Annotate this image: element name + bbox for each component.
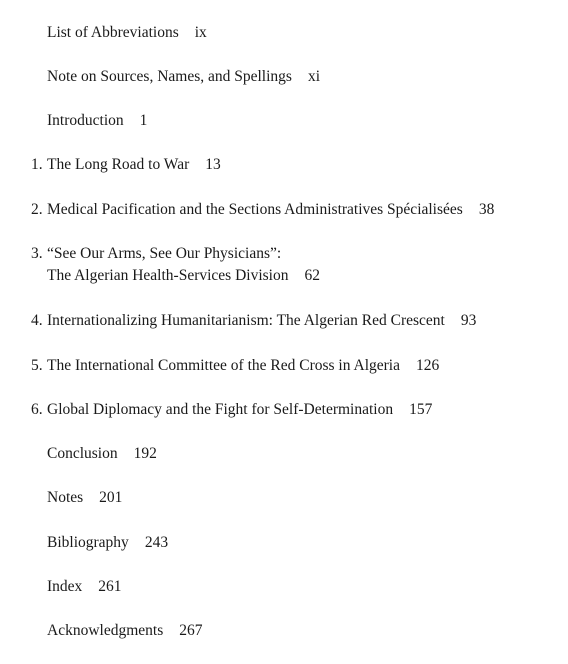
toc-chapter-number: 1. [31,156,43,173]
toc-entry-text [47,576,122,598]
toc-chapter-number: 2. [31,201,43,218]
toc-entry-page: 201 [99,489,123,506]
toc-chapter-number: 6. [31,401,43,418]
toc-entry-title: Notes [47,489,84,506]
toc-entry-title: Global Diplomacy and the Fight for Self-Determination [47,401,394,418]
toc-entry-page: 62 [304,267,320,284]
toc-entry-text [47,620,202,642]
toc-entry-text [47,154,221,176]
toc-entry-text [47,310,476,332]
toc-entry-title: The Long Road to War [47,156,190,173]
toc-entry-text [47,355,439,377]
toc-entry-title: Note on Sources, Names, and Spellings [47,68,292,85]
toc-entry-text [47,199,494,221]
toc-entry-page: 157 [409,401,433,418]
toc-entry-title: List of Abbreviations [47,24,179,41]
toc-entry-title: Introduction [47,112,124,129]
toc-entry-page: 261 [98,578,122,595]
toc-entry-page: xi [307,68,321,85]
toc-entry-page: 93 [460,312,477,329]
toc-entry-title: Internationalizing Humanitarianism: The Algerian Red Crescent [47,312,445,329]
toc-entry-title: Medical Pacification and the Sections Administratives Spécialisées [47,201,463,218]
toc-entry-page: 126 [415,357,440,374]
toc-entry-title: Index [47,578,83,595]
toc-entry-page: 13 [205,156,221,173]
toc-entry-page: 243 [144,534,169,551]
toc-entry-page: ix [194,24,207,41]
toc-entry-text [47,110,147,132]
toc-entry-text [47,399,432,421]
toc-entry-subtitle: The Algerian Health-Services Division [47,267,289,284]
toc-chapter-number: 5. [31,357,43,374]
toc-entry-page: 192 [133,445,157,462]
toc-entry-text-line2 [47,265,320,287]
toc-entry-title: Bibliography [47,534,129,551]
toc-entry-text [47,22,207,44]
toc-entry-page: 267 [179,622,203,639]
toc-chapter-number: 3. [31,245,43,262]
toc-entry-title: Conclusion [47,445,118,462]
toc-entry-page: 38 [478,201,495,218]
toc-entry-text [47,443,157,465]
toc-entry-text [47,532,168,554]
toc-entry-text [47,66,320,88]
toc-entry-title: The International Committee of the Red Cross in Algeria [47,357,400,374]
toc-entry-title: “See Our Arms, See Our Physicians”: [47,245,282,262]
toc-chapter-number: 4. [31,312,43,329]
toc-entry-text [47,487,122,509]
toc-entry-title: Acknowledgments [47,622,164,639]
toc-entry-page: 1 [139,112,148,129]
